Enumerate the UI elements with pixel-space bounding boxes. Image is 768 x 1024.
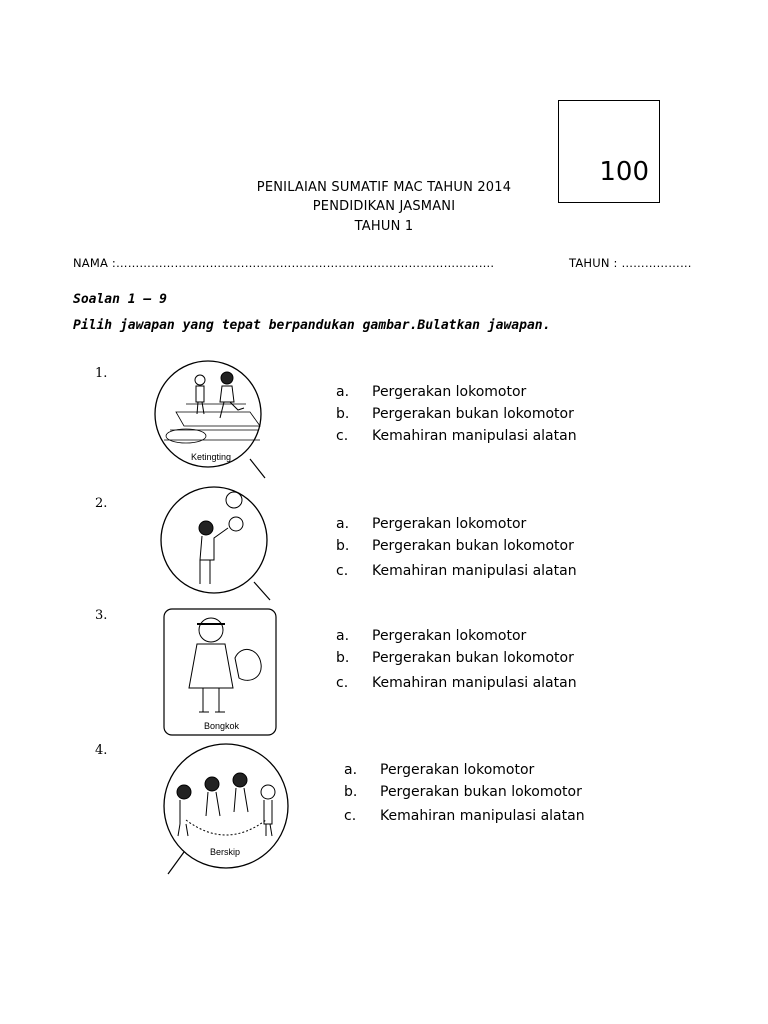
question-number: 4. (95, 743, 108, 758)
question-2-picture (158, 484, 278, 604)
question-number: 3. (95, 608, 108, 623)
subject-title: PENDIDIKAN JASMANI (312, 199, 456, 214)
nama-field[interactable]: NAMA :……………………………………………………………………………………. (73, 256, 495, 270)
option-c[interactable]: c. Kemahiran manipulasi alatan (336, 675, 577, 691)
year-title: TAHUN 1 (354, 219, 414, 234)
option-a[interactable]: a. Pergerakan lokomotor (344, 762, 535, 778)
option-c[interactable]: c. Kemahiran manipulasi alatan (336, 428, 577, 444)
section-instruction: Pilih jawapan yang tepat berpandukan gambar.Bulatkan jawapan. (73, 318, 551, 333)
exam-title: PENILAIAN SUMATIF MAC TAHUN 2014 (256, 180, 512, 195)
question-3-caption: Bongkok (204, 721, 240, 731)
option-c[interactable]: c. Kemahiran manipulasi alatan (336, 563, 577, 579)
option-b[interactable]: b. Pergerakan bukan lokomotor (336, 406, 574, 422)
tahun-field[interactable]: TAHUN : ……………… (569, 256, 692, 270)
question-1-picture (150, 356, 270, 481)
option-b[interactable]: b. Pergerakan bukan lokomotor (344, 784, 582, 800)
question-1-caption: Ketingting (191, 452, 232, 462)
question-3-picture (163, 608, 277, 736)
option-c[interactable]: c. Kemahiran manipulasi alatan (344, 808, 585, 824)
score-value: 100 (599, 157, 649, 187)
option-a[interactable]: a. Pergerakan lokomotor (336, 384, 527, 400)
question-number: 2. (95, 496, 108, 511)
option-b[interactable]: b. Pergerakan bukan lokomotor (336, 650, 574, 666)
question-4-picture (162, 740, 290, 878)
question-number: 1. (95, 366, 108, 381)
option-b[interactable]: b. Pergerakan bukan lokomotor (336, 538, 574, 554)
option-a[interactable]: a. Pergerakan lokomotor (336, 516, 527, 532)
section-range: Soalan 1 – 9 (73, 292, 167, 307)
option-a[interactable]: a. Pergerakan lokomotor (336, 628, 527, 644)
question-4-caption: Berskip (210, 847, 241, 857)
